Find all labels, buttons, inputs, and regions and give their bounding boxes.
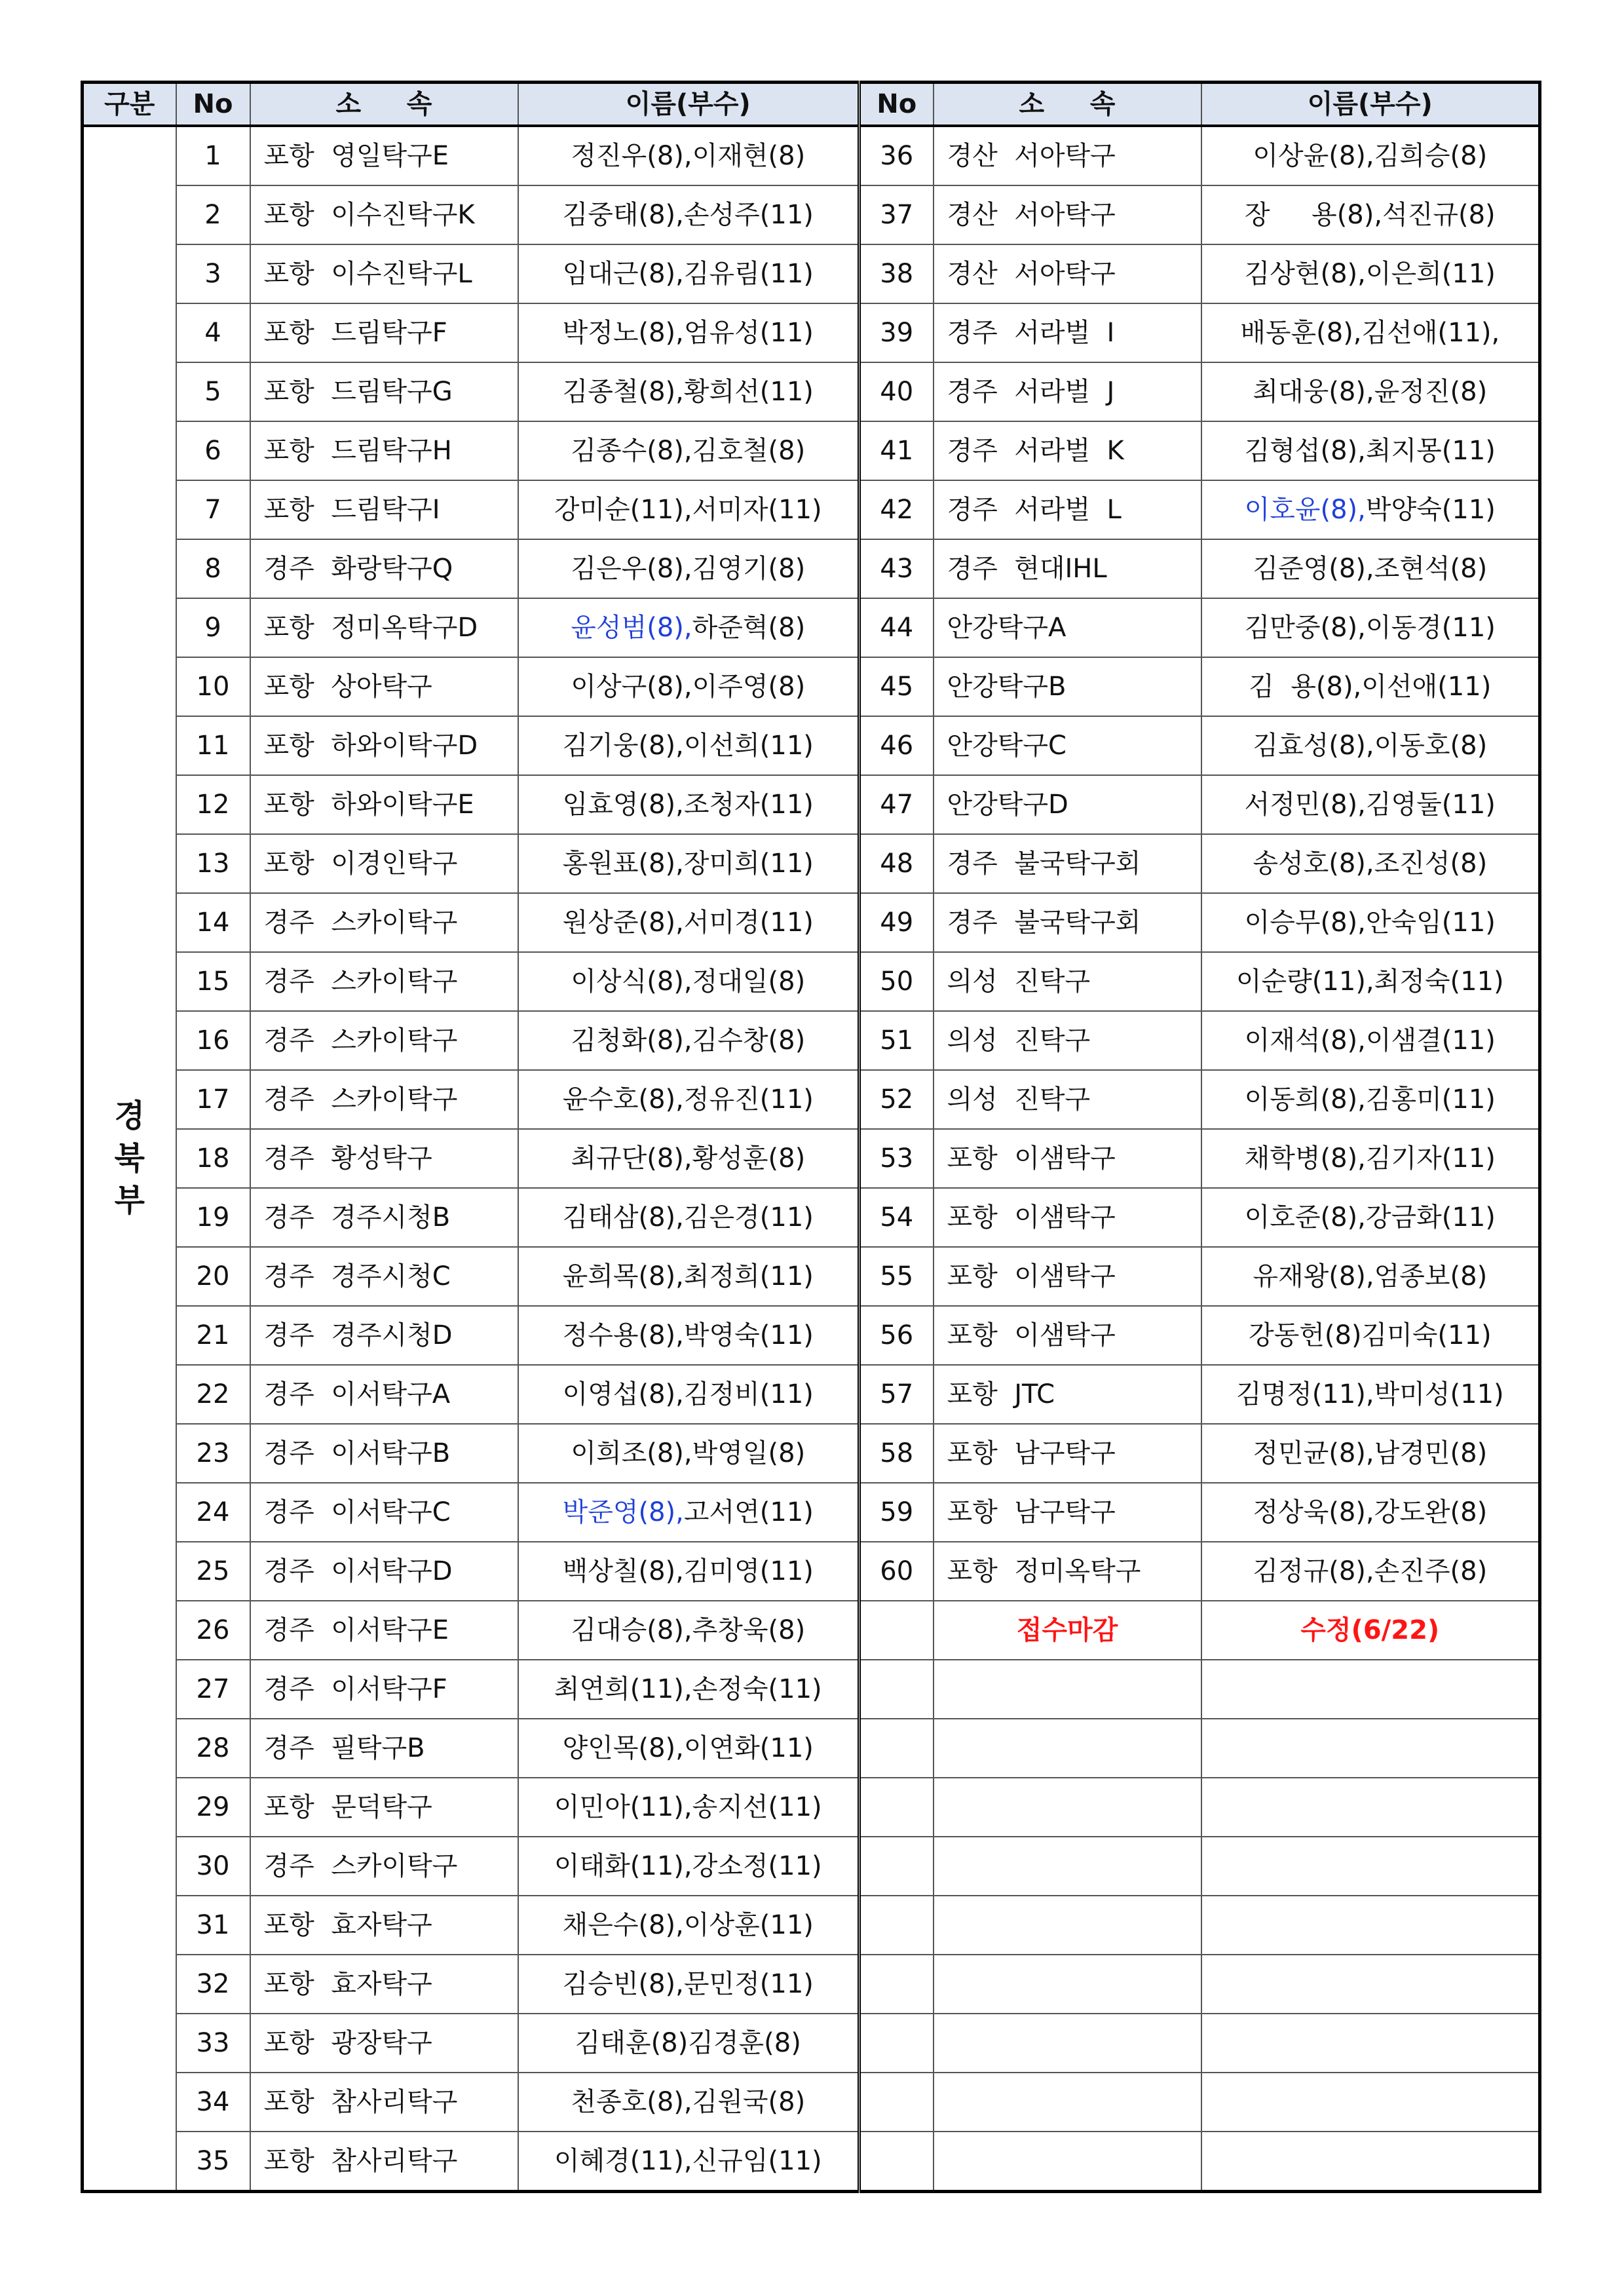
table-row: [83, 2073, 1540, 2132]
left-name-cell: 이희조(8),박영일(8): [518, 1424, 859, 1483]
left-no-cell: 24: [176, 1483, 250, 1542]
right-no-cell: 41: [859, 421, 934, 480]
right-no-cell: 57: [859, 1365, 934, 1424]
left-name-cell: 김대승(8),추창욱(8): [518, 1601, 859, 1660]
right-affiliation-cell: 포항 정미옥탁구: [934, 1542, 1201, 1601]
right-affiliation-cell: 포항 이샘탁구: [934, 1306, 1201, 1365]
right-no-cell: 54: [859, 1188, 934, 1247]
left-name-cell: 이영섭(8),김정비(11): [518, 1365, 859, 1424]
table-row: [83, 421, 1540, 480]
header-name-right: 이름(부수): [1201, 83, 1540, 126]
left-name-cell: 김종수(8),김호철(8): [518, 421, 859, 480]
left-affiliation-cell: 포항 이수진탁구L: [250, 244, 518, 303]
left-affiliation-cell: 경주 이서탁구A: [250, 1365, 518, 1424]
right-affiliation-cell: 포항 이샘탁구: [934, 1188, 1201, 1247]
left-no-cell: 31: [176, 1896, 250, 1955]
right-no-cell-empty: [859, 2132, 934, 2192]
left-affiliation-cell: 경주 황성탁구: [250, 1129, 518, 1188]
left-affiliation-cell: 포항 효자탁구: [250, 1896, 518, 1955]
left-no-cell: 22: [176, 1365, 250, 1424]
header-affiliation-right: 소 속: [934, 83, 1201, 126]
highlighted-name: 윤성범(8),: [571, 613, 692, 643]
table-row: [83, 185, 1540, 244]
table-row: [83, 1719, 1540, 1778]
left-affiliation-cell: 포항 문덕탁구: [250, 1778, 518, 1837]
right-no-cell: 40: [859, 362, 934, 421]
right-no-cell: 52: [859, 1070, 934, 1129]
right-no-cell-empty: [859, 1837, 934, 1896]
left-affiliation-cell: 포항 영일탁구E: [250, 126, 518, 185]
left-affiliation-cell: 경주 이서탁구B: [250, 1424, 518, 1483]
left-affiliation-cell: 경주 스카이탁구: [250, 1070, 518, 1129]
left-name-cell: 김태삼(8),김은경(11): [518, 1188, 859, 1247]
left-name-cell: 양인목(8),이연화(11): [518, 1719, 859, 1778]
left-affiliation-cell: 포항 하와이탁구E: [250, 775, 518, 834]
left-name-cell: 윤수호(8),정유진(11): [518, 1070, 859, 1129]
right-no-cell: 36: [859, 126, 934, 185]
table-row: [83, 480, 1540, 539]
right-no-cell: 60: [859, 1542, 934, 1601]
left-no-cell: 27: [176, 1660, 250, 1719]
right-name-cell: 김만중(8),이동경(11): [1201, 598, 1540, 657]
partner-name: 고서연(11): [683, 1497, 814, 1527]
right-affiliation-cell-empty: [934, 2014, 1201, 2073]
left-name-cell: 박정노(8),엄유성(11): [518, 303, 859, 362]
right-affiliation-cell-empty: [934, 2073, 1201, 2132]
right-affiliation-cell: 포항 남구탁구: [934, 1424, 1201, 1483]
right-affiliation-cell: 안강탁구D: [934, 775, 1201, 834]
right-no-cell-empty: [859, 1955, 934, 2014]
table-row: [83, 657, 1540, 716]
left-no-cell: 14: [176, 893, 250, 952]
right-no-cell: 59: [859, 1483, 934, 1542]
partner-name: 박양숙(11): [1365, 495, 1496, 525]
right-no-cell: 37: [859, 185, 934, 244]
left-affiliation-cell: 경주 이서탁구F: [250, 1660, 518, 1719]
left-affiliation-cell: 경주 화랑탁구Q: [250, 539, 518, 598]
table-row: [83, 1188, 1540, 1247]
partner-name: 하준혁(8): [692, 613, 806, 643]
left-affiliation-cell: 경주 스카이탁구: [250, 893, 518, 952]
right-name-cell-empty: [1201, 1837, 1540, 1896]
left-affiliation-cell: 포항 효자탁구: [250, 1955, 518, 2014]
right-name-cell: 배동훈(8),김선애(11),: [1201, 303, 1540, 362]
right-name-cell: 장 용(8),석진규(8): [1201, 185, 1540, 244]
highlighted-name: 이호윤(8),: [1244, 495, 1366, 525]
right-affiliation-cell: 안강탁구B: [934, 657, 1201, 716]
left-no-cell: 21: [176, 1306, 250, 1365]
right-name-cell: 김명정(11),박미성(11): [1201, 1365, 1540, 1424]
right-affiliation-cell-empty: [934, 1837, 1201, 1896]
right-name-cell: 김정규(8),손진주(8): [1201, 1542, 1540, 1601]
table-row: [83, 244, 1540, 303]
left-no-cell: 1: [176, 126, 250, 185]
right-no-cell: 38: [859, 244, 934, 303]
left-name-cell: 이상식(8),정대일(8): [518, 952, 859, 1011]
left-name-cell: 김은우(8),김영기(8): [518, 539, 859, 598]
header-name-left: 이름(부수): [518, 83, 859, 126]
right-name-cell: 정민균(8),남경민(8): [1201, 1424, 1540, 1483]
left-affiliation-cell: 포항 정미옥탁구D: [250, 598, 518, 657]
left-affiliation-cell: 경주 경주시청B: [250, 1188, 518, 1247]
right-affiliation-cell: 경산 서아탁구: [934, 244, 1201, 303]
left-no-cell: 11: [176, 716, 250, 775]
table-row: [83, 2132, 1540, 2192]
table-row: [83, 1306, 1540, 1365]
participant-roster-table: [81, 81, 1541, 2193]
right-name-cell: 이순량(11),최정숙(11): [1201, 952, 1540, 1011]
left-no-cell: 25: [176, 1542, 250, 1601]
left-name-cell: 김중태(8),손성주(11): [518, 185, 859, 244]
right-name-cell: 김 용(8),이선애(11): [1201, 657, 1540, 716]
left-no-cell: 34: [176, 2073, 250, 2132]
left-affiliation-cell: 경주 스카이탁구: [250, 1837, 518, 1896]
left-no-cell: 30: [176, 1837, 250, 1896]
right-affiliation-cell: 경주 서라벌 L: [934, 480, 1201, 539]
left-no-cell: 13: [176, 834, 250, 893]
right-affiliation-cell: 경산 서아탁구: [934, 185, 1201, 244]
table-row: [83, 893, 1540, 952]
right-name-cell: 이승무(8),안숙임(11): [1201, 893, 1540, 952]
left-affiliation-cell: 경주 스카이탁구: [250, 1011, 518, 1070]
table-body: [83, 126, 1540, 2192]
right-name-cell-empty: [1201, 1955, 1540, 2014]
left-no-cell: 8: [176, 539, 250, 598]
header-affiliation-left: 소 속: [250, 83, 518, 126]
table-row: [83, 1837, 1540, 1896]
right-affiliation-cell-empty: [934, 2132, 1201, 2192]
right-affiliation-cell: 경산 서아탁구: [934, 126, 1201, 185]
table-row: [83, 1424, 1540, 1483]
right-affiliation-cell-empty: [934, 1660, 1201, 1719]
right-affiliation-cell: 경주 서라벌 K: [934, 421, 1201, 480]
table-row: [83, 1542, 1540, 1601]
left-no-cell: 17: [176, 1070, 250, 1129]
right-name-cell: [1201, 480, 1540, 539]
right-name-cell: 강동헌(8)김미숙(11): [1201, 1306, 1540, 1365]
right-affiliation-cell: 경주 서라벌 I: [934, 303, 1201, 362]
left-no-cell: 35: [176, 2132, 250, 2192]
right-no-cell: 53: [859, 1129, 934, 1188]
left-no-cell: 15: [176, 952, 250, 1011]
left-name-cell: 강미순(11),서미자(11): [518, 480, 859, 539]
left-no-cell: 19: [176, 1188, 250, 1247]
left-no-cell: 5: [176, 362, 250, 421]
notice-closed: 접수마감: [934, 1601, 1201, 1660]
table-row: [83, 1129, 1540, 1188]
left-affiliation-cell: 경주 스카이탁구: [250, 952, 518, 1011]
right-name-cell: 이동희(8),김홍미(11): [1201, 1070, 1540, 1129]
left-name-cell: 원상준(8),서미경(11): [518, 893, 859, 952]
left-name-cell: 임효영(8),조청자(11): [518, 775, 859, 834]
left-affiliation-cell: 포항 하와이탁구D: [250, 716, 518, 775]
left-no-cell: 20: [176, 1247, 250, 1306]
right-affiliation-cell: 안강탁구A: [934, 598, 1201, 657]
table-row: [83, 1660, 1540, 1719]
table-row: [83, 1365, 1540, 1424]
right-name-cell-empty: [1201, 2073, 1540, 2132]
table-row: [83, 303, 1540, 362]
table-header: [83, 83, 1540, 126]
left-affiliation-cell: 경주 경주시청C: [250, 1247, 518, 1306]
left-name-cell: 정진우(8),이재현(8): [518, 126, 859, 185]
left-name-cell: [518, 1483, 859, 1542]
left-no-cell: 2: [176, 185, 250, 244]
table-row: [83, 716, 1540, 775]
right-no-cell-empty: [859, 1719, 934, 1778]
right-no-cell: 43: [859, 539, 934, 598]
group-label-char: 부: [114, 1182, 145, 1219]
right-name-cell: 채학병(8),김기자(11): [1201, 1129, 1540, 1188]
right-name-cell-empty: [1201, 2014, 1540, 2073]
table-row: [83, 952, 1540, 1011]
right-name-cell: 정상욱(8),강도완(8): [1201, 1483, 1540, 1542]
left-no-cell: 33: [176, 2014, 250, 2073]
left-name-cell: 김승빈(8),문민정(11): [518, 1955, 859, 2014]
right-no-cell: 58: [859, 1424, 934, 1483]
table-row: [83, 1778, 1540, 1837]
right-affiliation-cell: 경주 서라벌 J: [934, 362, 1201, 421]
left-name-cell: 이태화(11),강소정(11): [518, 1837, 859, 1896]
right-affiliation-cell-empty: [934, 1778, 1201, 1837]
left-affiliation-cell: 경주 이서탁구D: [250, 1542, 518, 1601]
right-no-cell: 45: [859, 657, 934, 716]
right-no-cell-empty: [859, 1660, 934, 1719]
left-affiliation-cell: 경주 필탁구B: [250, 1719, 518, 1778]
left-affiliation-cell: 포항 드림탁구G: [250, 362, 518, 421]
left-name-cell: [518, 598, 859, 657]
table-row: [83, 1011, 1540, 1070]
left-name-cell: 임대근(8),김유림(11): [518, 244, 859, 303]
right-no-cell: 42: [859, 480, 934, 539]
right-name-cell-empty: [1201, 1896, 1540, 1955]
left-affiliation-cell: 포항 이수진탁구K: [250, 185, 518, 244]
left-no-cell: 10: [176, 657, 250, 716]
right-no-cell: 47: [859, 775, 934, 834]
table-row: [83, 1070, 1540, 1129]
right-no-cell-empty: [859, 2073, 934, 2132]
header-row: [83, 83, 1540, 126]
left-affiliation-cell: 포항 드림탁구F: [250, 303, 518, 362]
right-affiliation-cell-empty: [934, 1896, 1201, 1955]
left-name-cell: 홍원표(8),장미희(11): [518, 834, 859, 893]
right-name-cell: 유재왕(8),엄종보(8): [1201, 1247, 1540, 1306]
left-name-cell: 김종철(8),황희선(11): [518, 362, 859, 421]
right-name-cell: 김상현(8),이은희(11): [1201, 244, 1540, 303]
right-no-cell: 49: [859, 893, 934, 952]
right-name-cell: 서정민(8),김영둘(11): [1201, 775, 1540, 834]
right-affiliation-cell: 의성 진탁구: [934, 952, 1201, 1011]
left-name-cell: 김태훈(8)김경훈(8): [518, 2014, 859, 2073]
right-name-cell-empty: [1201, 1778, 1540, 1837]
left-affiliation-cell: 포항 참사리탁구: [250, 2132, 518, 2192]
right-name-cell: 송성호(8),조진성(8): [1201, 834, 1540, 893]
left-name-cell: 이혜경(11),신규임(11): [518, 2132, 859, 2192]
left-affiliation-cell: 포항 상아탁구: [250, 657, 518, 716]
left-affiliation-cell: 포항 광장탁구: [250, 2014, 518, 2073]
header-no-left: No: [176, 83, 250, 126]
right-name-cell: 김준영(8),조현석(8): [1201, 539, 1540, 598]
right-name-cell-empty: [1201, 1660, 1540, 1719]
right-no-cell: 48: [859, 834, 934, 893]
right-no-cell-empty: [859, 2014, 934, 2073]
right-no-cell-empty: [859, 1601, 934, 1660]
right-no-cell: 50: [859, 952, 934, 1011]
left-name-cell: 최규단(8),황성훈(8): [518, 1129, 859, 1188]
table-row: [83, 1483, 1540, 1542]
left-no-cell: 6: [176, 421, 250, 480]
table-row: [83, 1247, 1540, 1306]
right-name-cell: 이재석(8),이샘결(11): [1201, 1011, 1540, 1070]
left-name-cell: 정수용(8),박영숙(11): [518, 1306, 859, 1365]
left-affiliation-cell: 포항 이경인탁구: [250, 834, 518, 893]
left-name-cell: 윤희목(8),최정희(11): [518, 1247, 859, 1306]
right-no-cell: 46: [859, 716, 934, 775]
left-no-cell: 26: [176, 1601, 250, 1660]
table-row: [83, 2014, 1540, 2073]
table-row: [83, 775, 1540, 834]
group-label-char: 경: [114, 1097, 145, 1134]
right-no-cell: 51: [859, 1011, 934, 1070]
right-name-cell: 김효성(8),이동호(8): [1201, 716, 1540, 775]
left-affiliation-cell: 포항 드림탁구I: [250, 480, 518, 539]
left-affiliation-cell: 경주 이서탁구E: [250, 1601, 518, 1660]
table-row: [83, 1896, 1540, 1955]
right-affiliation-cell: 안강탁구C: [934, 716, 1201, 775]
left-no-cell: 7: [176, 480, 250, 539]
right-affiliation-cell: 경주 현대IHL: [934, 539, 1201, 598]
left-affiliation-cell: 경주 이서탁구C: [250, 1483, 518, 1542]
right-name-cell-empty: [1201, 1719, 1540, 1778]
table-row: [83, 539, 1540, 598]
left-no-cell: 9: [176, 598, 250, 657]
right-affiliation-cell: 포항 남구탁구: [934, 1483, 1201, 1542]
group-label-char: 북: [114, 1139, 145, 1177]
right-name-cell: 김형섭(8),최지몽(11): [1201, 421, 1540, 480]
header-no-right: No: [859, 83, 934, 126]
right-affiliation-cell: 포항 이샘탁구: [934, 1129, 1201, 1188]
right-no-cell: 56: [859, 1306, 934, 1365]
header-group: 구분: [83, 83, 176, 126]
right-affiliation-cell: 포항 JTC: [934, 1365, 1201, 1424]
group-cell-gyeongbuk: [83, 126, 176, 2192]
right-name-cell: 이상윤(8),김희승(8): [1201, 126, 1540, 185]
left-no-cell: 4: [176, 303, 250, 362]
table-row: [83, 834, 1540, 893]
notice-revised: 수정(6/22): [1201, 1601, 1540, 1660]
left-no-cell: 29: [176, 1778, 250, 1837]
left-affiliation-cell: 포항 드림탁구H: [250, 421, 518, 480]
right-name-cell-empty: [1201, 2132, 1540, 2192]
left-no-cell: 32: [176, 1955, 250, 2014]
table-row: [83, 598, 1540, 657]
right-affiliation-cell: 포항 이샘탁구: [934, 1247, 1201, 1306]
left-affiliation-cell: 경주 경주시청D: [250, 1306, 518, 1365]
left-name-cell: 천종호(8),김원국(8): [518, 2073, 859, 2132]
left-no-cell: 28: [176, 1719, 250, 1778]
left-name-cell: 채은수(8),이상훈(11): [518, 1896, 859, 1955]
right-no-cell: 39: [859, 303, 934, 362]
left-name-cell: 이민아(11),송지선(11): [518, 1778, 859, 1837]
right-affiliation-cell: 의성 진탁구: [934, 1011, 1201, 1070]
right-affiliation-cell: 경주 불국탁구회: [934, 893, 1201, 952]
left-name-cell: 김청화(8),김수창(8): [518, 1011, 859, 1070]
left-no-cell: 3: [176, 244, 250, 303]
left-no-cell: 12: [176, 775, 250, 834]
right-no-cell-empty: [859, 1778, 934, 1837]
right-affiliation-cell: 의성 진탁구: [934, 1070, 1201, 1129]
left-no-cell: 23: [176, 1424, 250, 1483]
right-affiliation-cell: 경주 불국탁구회: [934, 834, 1201, 893]
highlighted-name: 박준영(8),: [562, 1497, 684, 1527]
table-row: [83, 362, 1540, 421]
table-row: [83, 126, 1540, 185]
right-name-cell: 최대웅(8),윤정진(8): [1201, 362, 1540, 421]
right-affiliation-cell-empty: [934, 1955, 1201, 2014]
left-affiliation-cell: 포항 참사리탁구: [250, 2073, 518, 2132]
right-no-cell: 55: [859, 1247, 934, 1306]
left-name-cell: 김기웅(8),이선희(11): [518, 716, 859, 775]
table-row: [83, 1955, 1540, 2014]
left-name-cell: 백상칠(8),김미영(11): [518, 1542, 859, 1601]
left-name-cell: 최연희(11),손정숙(11): [518, 1660, 859, 1719]
right-name-cell: 이호준(8),강금화(11): [1201, 1188, 1540, 1247]
left-no-cell: 16: [176, 1011, 250, 1070]
right-no-cell-empty: [859, 1896, 934, 1955]
left-no-cell: 18: [176, 1129, 250, 1188]
right-no-cell: 44: [859, 598, 934, 657]
left-name-cell: 이상구(8),이주영(8): [518, 657, 859, 716]
table-row: [83, 1601, 1540, 1660]
right-affiliation-cell-empty: [934, 1719, 1201, 1778]
